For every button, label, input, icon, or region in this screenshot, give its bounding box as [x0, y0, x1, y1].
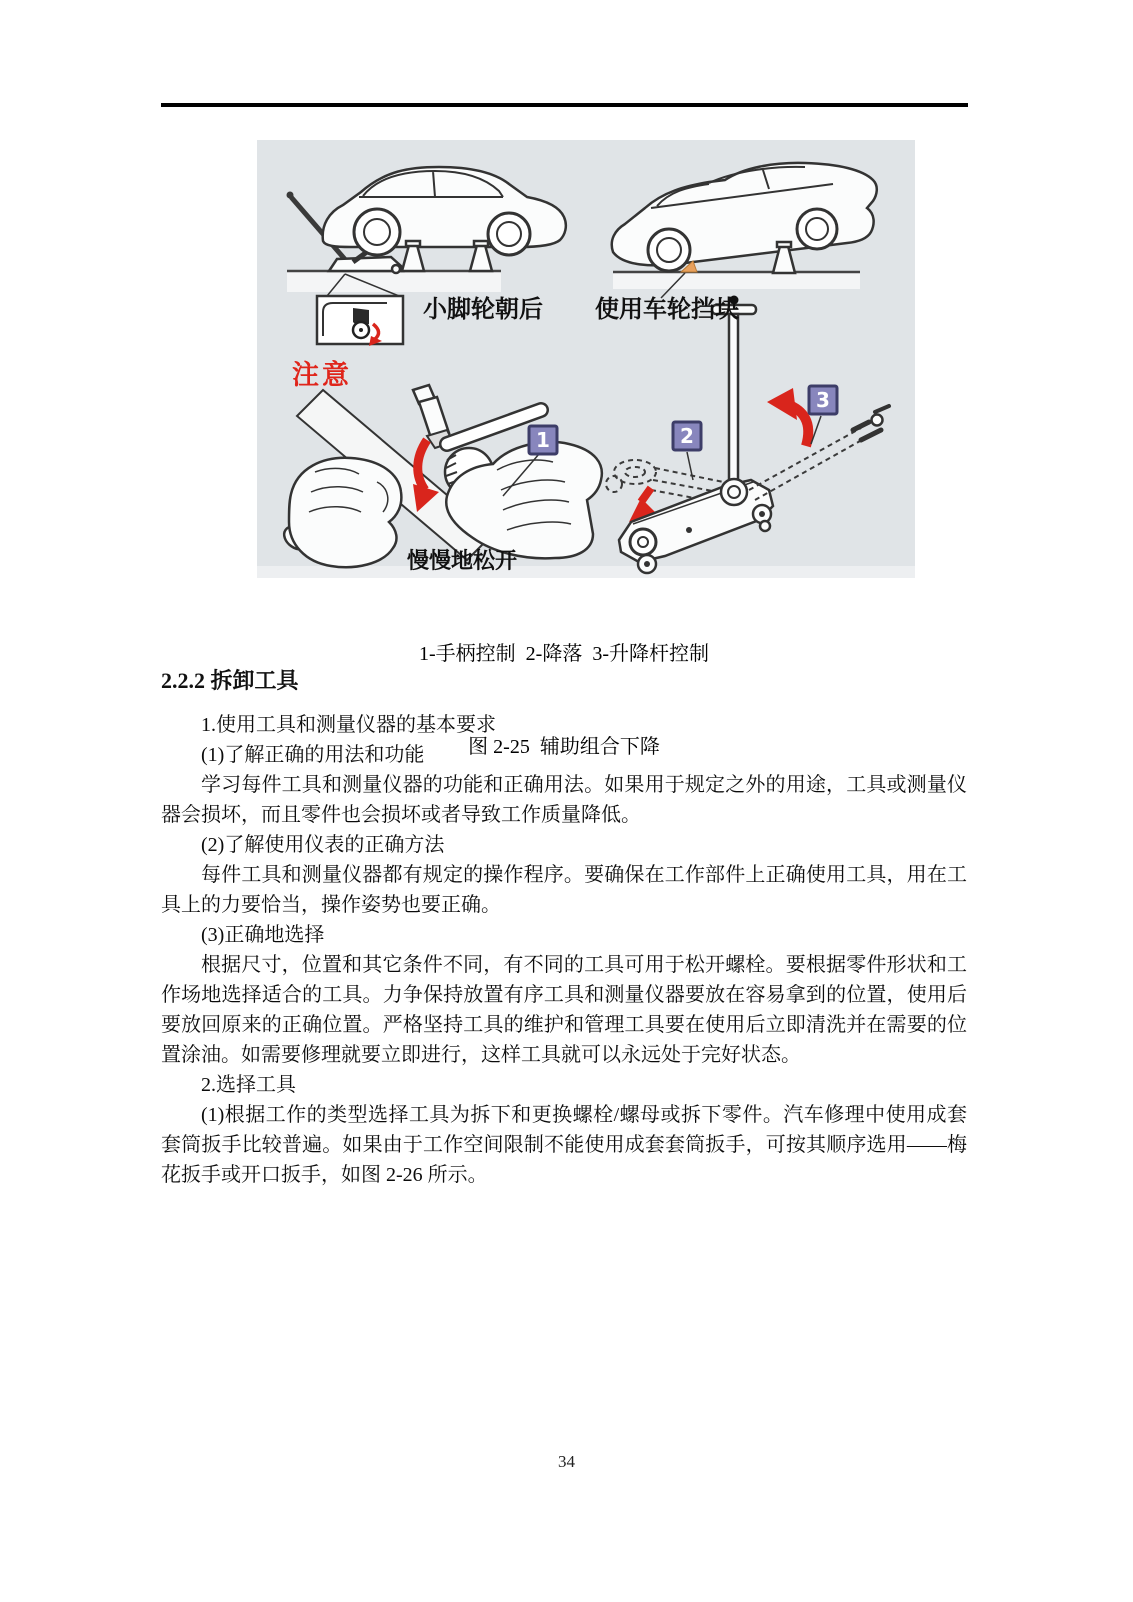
loosen-label: 慢慢地松开: [407, 549, 518, 574]
page-number: 34: [558, 1452, 575, 1471]
section-body: [161, 666, 967, 1190]
figure-title: 图 2-25 辅助组合下降: [468, 736, 660, 758]
paragraph: 学习每件工具和测量仪器的功能和正确用法。如果用于规定之外的用途，工具或测量仪器会损坏，而且零件也会损坏或者导致工作质量降低。: [161, 774, 967, 826]
warning-text: 注意: [292, 360, 352, 391]
section-heading: 2.2.2 拆卸工具: [161, 668, 299, 693]
paragraph: 每件工具和测量仪器都有规定的操作程序。要确保在工作部件上正确使用工具，用在工具上的力要恰当，操作姿势也要正确。: [161, 864, 967, 916]
badge-2-number: 2: [680, 424, 694, 448]
chock-label: 使用车轮挡块: [595, 295, 739, 323]
header-rule: [161, 103, 968, 107]
paragraph: (1)了解正确的用法和功能: [201, 744, 425, 766]
paragraph: (2)了解使用仪表的正确方法: [201, 834, 445, 856]
figure-legend: 1-手柄控制 2-降落 3-升降杆控制: [419, 643, 709, 665]
paragraph: (1)根据工作的类型选择工具为拆下和更换螺栓/螺母或拆下零件。汽车修理中使用成套套筒扳手比较普遍。如果由于工作空间限制不能使用成套套筒扳手，可按其顺序选用——梅花扳手或开口扳手，如图 2-26 所示。: [161, 1104, 967, 1186]
badge-3-number: 3: [816, 388, 830, 412]
figure-2-25: [257, 140, 915, 578]
paragraph: 2.选择工具: [201, 1074, 296, 1096]
badge-1-number: 1: [536, 428, 550, 452]
paragraph: 1.使用工具和测量仪器的基本要求: [201, 714, 496, 736]
paragraph: 根据尺寸，位置和其它条件不同，有不同的工具可用于松开螺栓。要根据零件形状和工作场地选择适合的工具。力争保持放置有序工具和测量仪器要放在容易拿到的位置，使用后要放回原来的正确位置。严格坚持工具的维护和管理工具要在使用后立即清洗并在需要的位置涂油。如需要修理就要立即进行，这样工具就可以永远处于完好状态。: [161, 954, 967, 1066]
paragraph: (3)正确地选择: [201, 924, 325, 946]
figure-illustration: [257, 140, 915, 578]
caster-label: 小脚轮朝后: [423, 295, 543, 323]
